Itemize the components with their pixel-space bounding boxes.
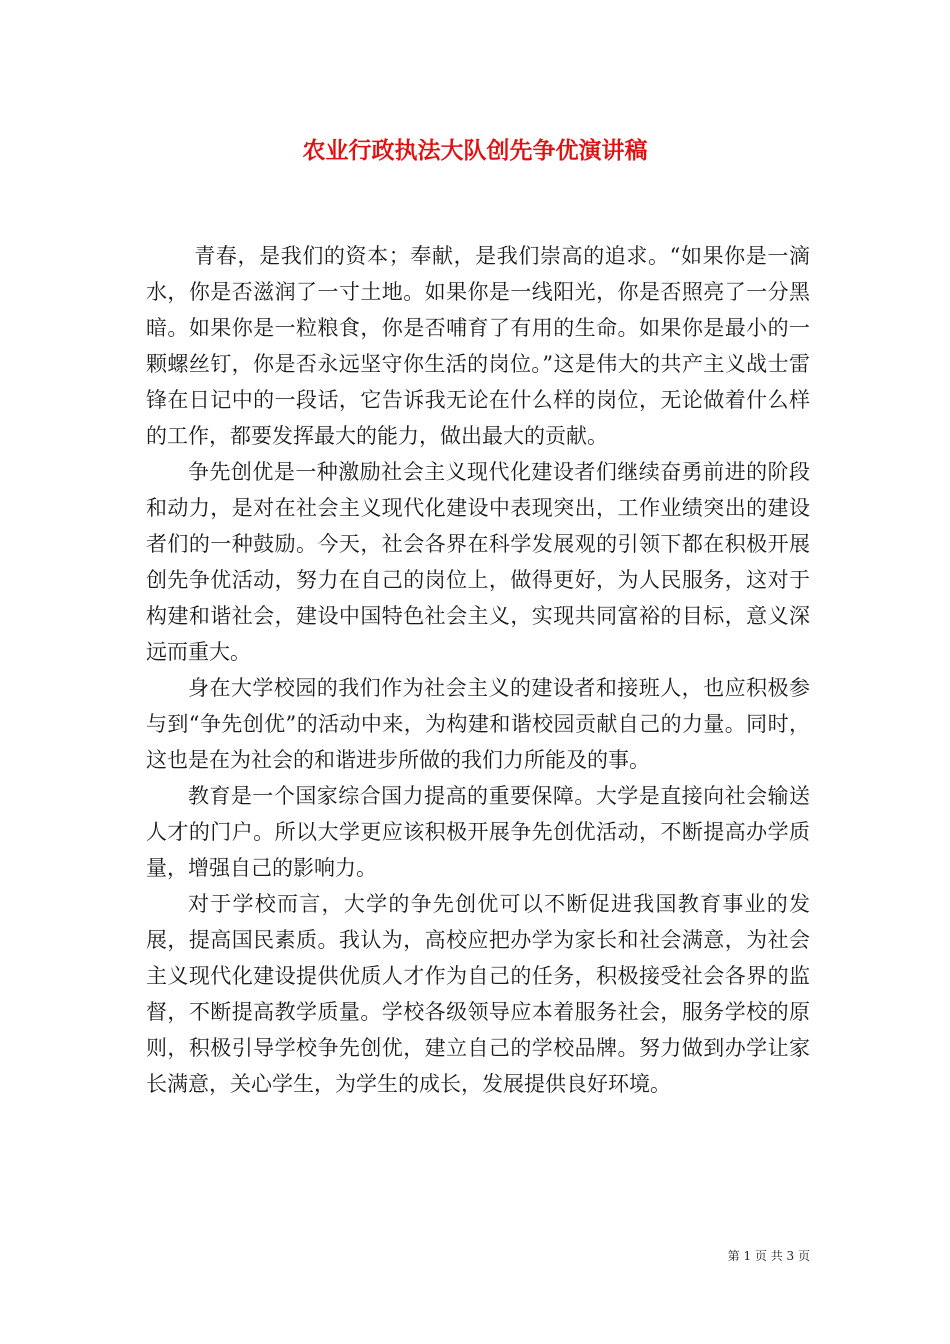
paragraph-5: 对于学校而言，大学的争先创优可以不断促进我国教育事业的发展，提高国民素质。我认为，高校应把办学为家长和社会满意，为社会主义现代化建设提供优质人才作为自己的任务，积极接受社会各界的监督，不断提高教学质量。学校各级领导应本着服务社会，服务学校的原则，积极引导学校争先创优，建立自己的学校品牌。努力做到办学让家长满意，关心学生，为学生的成长，发展提供良好环境。 <box>146 892 810 1096</box>
paragraph-1: 青春，是我们的资本；奉献，是我们崇高的追求。“如果你是一滴水，你是否滋润了一寸土地。如果你是一线阳光，你是否照亮了一分黑暗。如果你是一粒粮食，你是否哺育了有用的生命。如果你是最小的一颗螺丝钉，你是否永远坚守你生活的岗位。”这是伟大的共产主义战士雷锋在日记中的一段话，它告诉我无论在什么样的岗位，无论做着什么样的工作，都要发挥最大的能力，做出最大的贡献。 <box>146 244 810 448</box>
paragraph-3: 身在大学校园的我们作为社会主义的建设者和接班人，也应积极参与到“争先创优”的活动中来，为构建和谐校园贡献自己的力量。同时，这也是在为社会的和谐进步所做的我们力所能及的事。 <box>146 676 810 772</box>
page-number: 第 1 页 共 3 页 <box>727 1249 810 1263</box>
document-body <box>146 238 810 1102</box>
document-title: 农业行政执法大队创先争优演讲稿 <box>302 137 648 164</box>
paragraph-4: 教育是一个国家综合国力提高的重要保障。大学是直接向社会输送人才的门户。所以大学更应该积极开展争先创优活动，不断提高办学质量，增强自己的影响力。 <box>146 784 810 880</box>
paragraph-2: 争先创优是一种激励社会主义现代化建设者们继续奋勇前进的阶段和动力，是对在社会主义现代化建设中表现突出，工作业绩突出的建设者们的一种鼓励。今天，社会各界在科学发展观的引领下都在积极开展创先争优活动，努力在自己的岗位上，做得更好，为人民服务，这对于构建和谐社会，建设中国特色社会主义，实现共同富裕的目标，意义深远而重大。 <box>146 460 810 664</box>
